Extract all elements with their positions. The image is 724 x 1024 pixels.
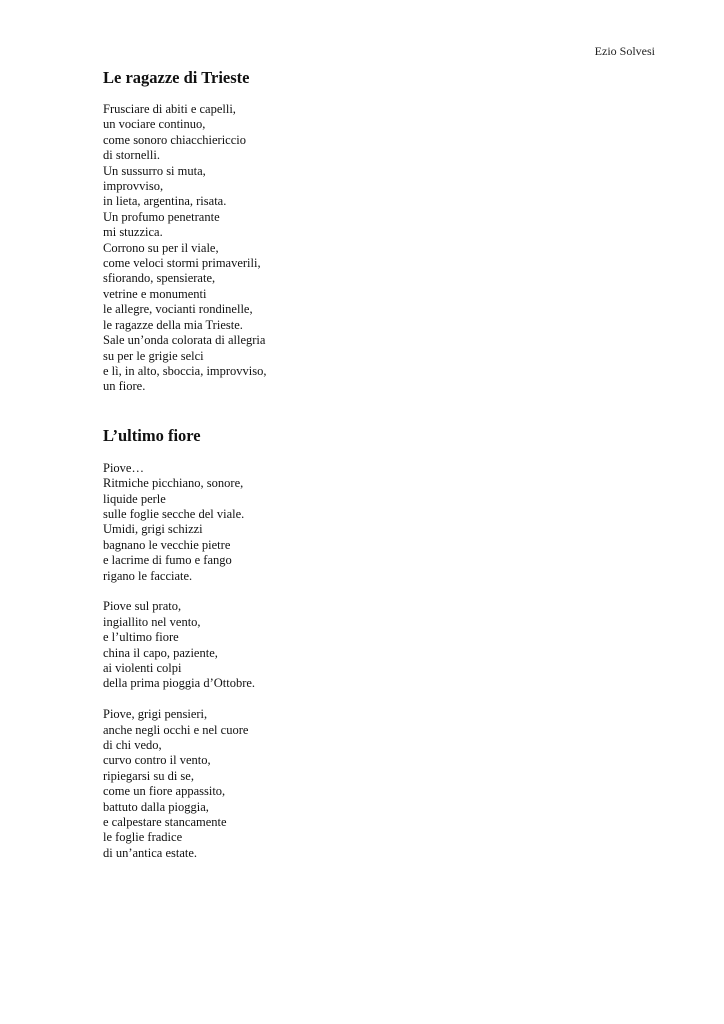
verse-line: in lieta, argentina, risata. <box>103 194 227 209</box>
poem-title: Le ragazze di Trieste <box>103 68 250 87</box>
poem-title: L’ultimo fiore <box>103 425 201 445</box>
verse-line: liquide perle <box>103 491 166 506</box>
verse-line: ai violenti colpi <box>103 660 182 675</box>
verse-line: e lì, in alto, sboccia, improvviso, <box>103 363 267 378</box>
verse-line: della prima pioggia d’Ottobre. <box>103 676 256 691</box>
verse-line: come veloci stormi primaverili, <box>103 256 261 271</box>
verse-line: Piove, grigi pensieri, <box>103 707 208 722</box>
stanza <box>103 461 623 584</box>
verse-line: Frusciare di abiti e capelli, <box>103 102 236 116</box>
verse-line: Corrono su per il viale, <box>103 240 219 255</box>
verse-line: Sale un’onda colorata di allegria <box>103 333 266 348</box>
verse-line: Umidi, grigi schizzi <box>103 522 203 537</box>
verse-line: improvviso, <box>103 179 164 194</box>
verse-line: anche negli occhi e nel cuore <box>103 722 249 737</box>
verse-line: le foglie fradice <box>103 830 183 845</box>
author-name: Ezio Solvesi <box>594 44 655 58</box>
verse-line: e l’ultimo fiore <box>103 630 179 645</box>
verse-line: ripiegarsi su di se, <box>103 768 194 783</box>
poems-container <box>103 67 623 861</box>
verse-line: e lacrime di fumo e fango <box>103 553 232 568</box>
verse-line: e calpestare stancamente <box>103 815 227 830</box>
stanza <box>103 599 623 691</box>
verse-line: su per le grigie selci <box>103 348 204 363</box>
verse-line: come un fiore appassito, <box>103 784 226 799</box>
verse-line: Piove… <box>103 460 144 475</box>
verse-line: rigano le facciate. <box>103 568 193 583</box>
poem-l-ultimo-fiore <box>103 425 623 862</box>
stanza <box>103 102 623 395</box>
verse-line: di chi vedo, <box>103 738 162 752</box>
verse-line: vetrine e monumenti <box>103 286 207 301</box>
verse-line: di un’antica estate. <box>103 845 198 860</box>
verse-line: sfiorando, spensierate, <box>103 271 216 286</box>
verse-line: un vociare continuo, <box>103 117 206 132</box>
verse-line: sulle foglie secche del viale. <box>103 506 245 521</box>
stanza <box>103 707 623 861</box>
verse-line: le ragazze della mia Trieste. <box>103 317 243 332</box>
verse-line: Ritmiche picchiano, sonore, <box>103 476 244 491</box>
verse-line: un fiore. <box>103 379 146 394</box>
verse-line: china il capo, paziente, <box>103 645 218 660</box>
verse-line: Piove sul prato, <box>103 599 182 614</box>
verse-line: di stornelli. <box>103 148 160 163</box>
poem-le-ragazze-di-trieste <box>103 67 623 395</box>
verse-line: come sonoro chiacchiericcio <box>103 132 246 147</box>
verse-line: mi stuzzica. <box>103 225 163 240</box>
verse-line: curvo contro il vento, <box>103 753 211 768</box>
verse-line: Un sussurro si muta, <box>103 163 206 178</box>
verse-line: battuto dalla pioggia, <box>103 799 209 814</box>
verse-line: Un profumo penetrante <box>103 209 220 224</box>
verse-line: ingiallito nel vento, <box>103 614 201 629</box>
verse-line: bagnano le vecchie pietre <box>103 537 231 552</box>
verse-line: le allegre, vocianti rondinelle, <box>103 302 253 317</box>
